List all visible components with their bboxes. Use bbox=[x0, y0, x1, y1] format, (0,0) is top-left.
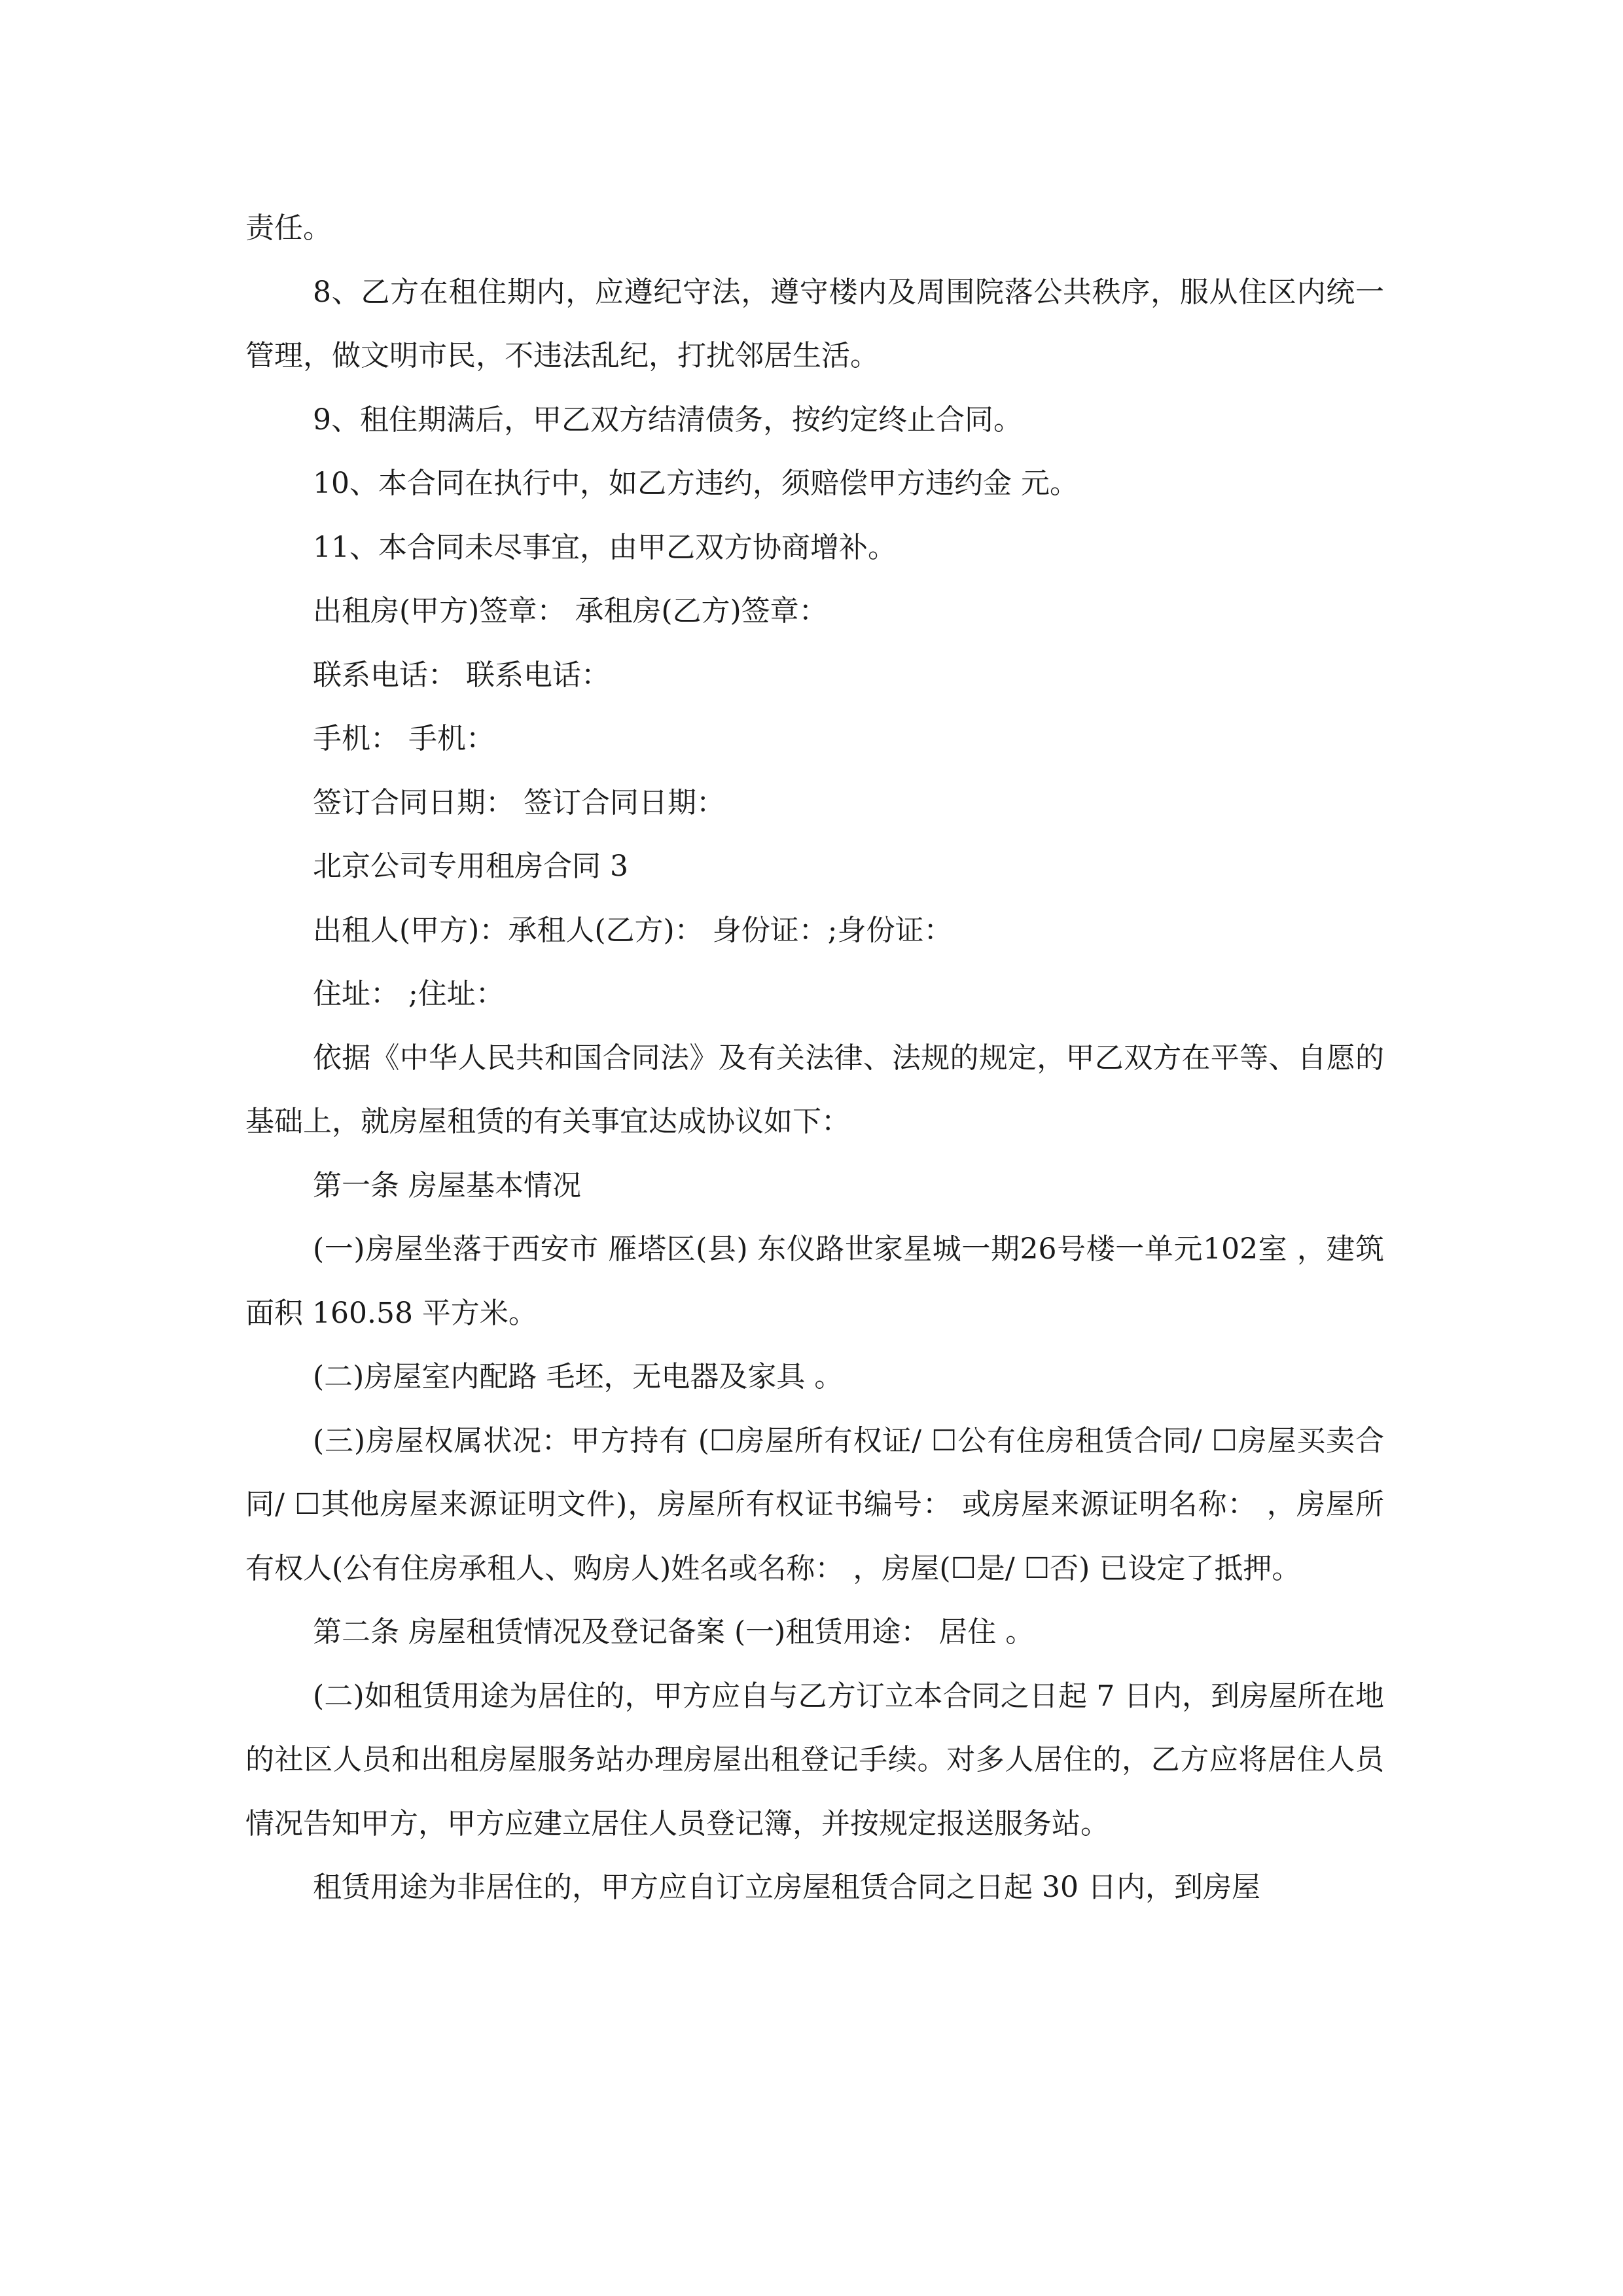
article-2-heading: 第二条 房屋租赁情况及登记备案 (一)租赁用途： 居住 。 bbox=[313, 1615, 1035, 1649]
article-2-item-2: (二)如租赁用途为居住的，甲方应自与乙方订立本合同之日起 7 日内，到房屋所在地的社区人员和出租房屋服务站办理房屋出租登记手续。对多人居住的，乙方应将居住人员情况告知甲方，甲方应建立居住人员登记簿，并按规定报送服务站。 bbox=[245, 1679, 1384, 1840]
address-line: 住址： ;住址： bbox=[313, 977, 505, 1011]
article-1-item-2: (二)房屋室内配路 毛坯，无电器及家具 。 bbox=[313, 1360, 844, 1393]
contract-title: 北京公司专用租房合同 3 bbox=[313, 850, 628, 883]
paragraph-clause-9: 9、租住期满后，甲乙双方结清债务，按约定终止合同。 bbox=[313, 403, 1022, 437]
article-1-item-3: (三)房屋权属状况：甲方持有 (☐房屋所有权证/ ☐公有住房租赁合同/ ☐房屋买卖合同/ ☐其他房屋来源证明文件)，房屋所有权证书编号： 或房屋来源证明名称： ，房屋所有权人(公有住房承租人、购房人)姓名或名称： ，房屋(☐是/ ☐否) 已设定了抵押。 bbox=[245, 1424, 1384, 1585]
paragraph-clause-8: 8、乙方在租住期内，应遵纪守法，遵守楼内及周围院落公共秩序，服从住区内统一管理，做文明市民，不违法乱纪，打扰邻居生活。 bbox=[245, 275, 1384, 372]
parties-line: 出租人(甲方)：承租人(乙方)： 身份证：;身份证： bbox=[313, 913, 953, 947]
signing-date-line: 签订合同日期： 签订合同日期： bbox=[313, 785, 725, 819]
article-1-heading: 第一条 房屋基本情况 bbox=[313, 1168, 581, 1202]
signature-line: 出租房(甲方)签章： 承租房(乙方)签章： bbox=[313, 594, 828, 628]
document-body bbox=[245, 196, 1384, 1920]
paragraph-non-residential: 租赁用途为非居住的，甲方应自订立房屋租赁合同之日起 30 日内，到房屋 bbox=[313, 1871, 1260, 1904]
article-1-item-1: (一)房屋坐落于西安市 雁塔区(县) 东仪路世家星城一期26号楼一单元102室 ，建筑面积 160.58 平方米。 bbox=[245, 1232, 1384, 1330]
paragraph-clause-11: 11、本合同未尽事宜，由甲乙双方协商增补。 bbox=[313, 530, 897, 564]
paragraph-legal-basis: 依据《中华人民共和国合同法》及有关法律、法规的规定，甲乙双方在平等、自愿的基础上，就房屋租赁的有关事宜达成协议如下： bbox=[245, 1041, 1384, 1138]
paragraph-responsibility: 责任。 bbox=[245, 211, 332, 245]
mobile-line: 手机： 手机： bbox=[313, 722, 495, 755]
phone-line: 联系电话： 联系电话： bbox=[313, 658, 610, 692]
paragraph-clause-10: 10、本合同在执行中，如乙方违约，须赔偿甲方违约金 元。 bbox=[313, 467, 1079, 500]
